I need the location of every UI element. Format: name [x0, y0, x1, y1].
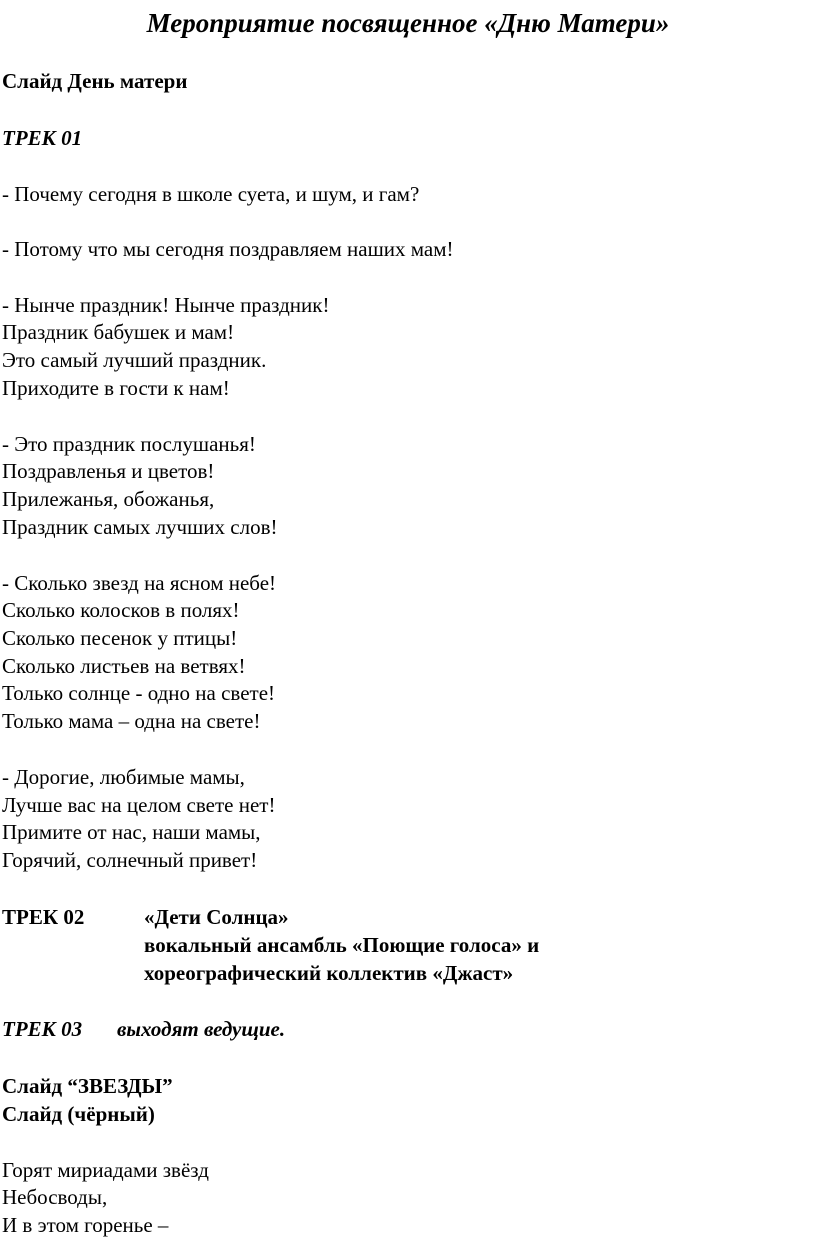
slide-heading-black: Слайд (чёрный)	[2, 1102, 155, 1126]
verse-line: Сколько песенок у птицы!	[2, 626, 238, 650]
verse-line: Это самый лучший праздник.	[2, 348, 267, 372]
paragraph-line: - Почему сегодня в школе суета, и шум, и гам?	[2, 182, 420, 206]
verse-line: Сколько листьев на ветвях!	[2, 654, 246, 678]
verse-line: Поздравленья и цветов!	[2, 459, 215, 483]
verse-line: Сколько колосков в полях!	[2, 598, 240, 622]
verse-line: Праздник бабушек и мам!	[2, 320, 235, 344]
verse-line: - Нынче праздник! Нынче праздник!	[2, 293, 330, 317]
track-02-performer: вокальный ансамбль «Поющие голоса» и	[144, 933, 540, 957]
verse-line: Горячий, солнечный привет!	[2, 848, 258, 872]
track-01-label: ТРЕК 01	[2, 126, 83, 150]
verse-line: Лучше вас на целом свете нет!	[2, 793, 276, 817]
verse-line: Только солнце - одно на свете!	[2, 681, 276, 705]
track-02-performer: хореографический коллектив «Джаст»	[144, 961, 514, 985]
verse-line: Приходите в гости к нам!	[2, 376, 230, 400]
track-02-label: ТРЕК 02	[2, 905, 85, 929]
slide-heading-mothers-day: Слайд День матери	[2, 69, 188, 93]
verse-line: Праздник самых лучших слов!	[2, 515, 278, 539]
track-03-direction: выходят ведущие.	[117, 1017, 286, 1041]
verse-line: Только мама – одна на свете!	[2, 709, 261, 733]
verse-line: Прилежанья, обожанья,	[2, 487, 215, 511]
verse-line: И в этом горенье –	[2, 1213, 169, 1237]
track-03-label: ТРЕК 03	[2, 1017, 83, 1041]
verse-line: Небосводы,	[2, 1185, 108, 1209]
verse-line: - Это праздник послушанья!	[2, 432, 256, 456]
document-title: Мероприятие посвященное «Дню Матери»	[146, 8, 670, 38]
verse-line: - Сколько звезд на ясном небе!	[2, 571, 277, 595]
track-02-song: «Дети Солнца»	[144, 905, 289, 929]
verse-line: Примите от нас, наши мамы,	[2, 820, 261, 844]
slide-heading-stars: Слайд “ЗВЕЗДЫ”	[2, 1074, 173, 1098]
verse-line: Горят мириадами звёзд	[2, 1158, 209, 1182]
paragraph-line: - Потому что мы сегодня поздравляем наших мам!	[2, 237, 454, 261]
verse-line: - Дорогие, любимые мамы,	[2, 765, 245, 789]
